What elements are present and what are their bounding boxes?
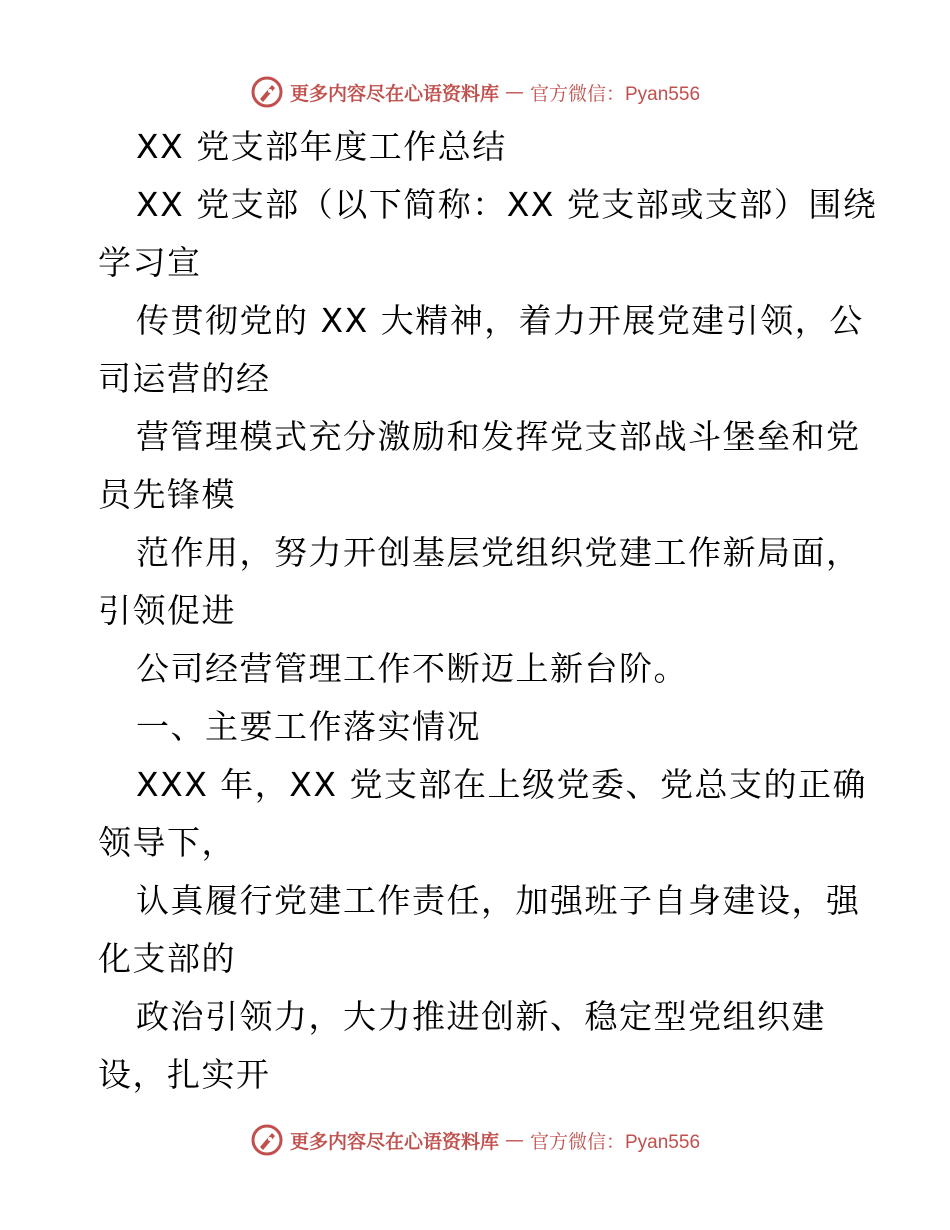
paragraph-line: 设，扎实开	[98, 1055, 271, 1094]
paragraph-line: 公司经营管理工作不断迈上新台阶。	[136, 649, 688, 688]
watermark-separator: —	[505, 81, 524, 103]
paragraph-line: 领导下，	[98, 823, 236, 862]
paragraph-line: 认真履行党建工作责任，加强班子自身建设，强	[136, 881, 861, 920]
paragraph-line: 引领促进	[98, 591, 236, 630]
document-title: XX 党支部年度工作总结	[136, 127, 507, 166]
paragraph-line: XX 党支部（以下简称：XX 党支部或支部）围绕	[136, 185, 878, 224]
watermark-separator: —	[505, 1129, 524, 1151]
pen-nib-logo-icon	[250, 75, 284, 109]
watermark-handle: 官方微信：Pyan556	[530, 83, 701, 105]
paragraph-line: 员先锋模	[98, 475, 236, 514]
paragraph-line: XXX 年，XX 党支部在上级党委、党总支的正确	[136, 765, 868, 804]
paragraph-line: 化支部的	[98, 939, 236, 978]
paragraph-line: 传贯彻党的 XX 大精神，着力开展党建引领，公	[136, 301, 864, 340]
paragraph-line: 学习宣	[98, 243, 202, 282]
watermark-text: 更多内容尽在心语资料库	[289, 1130, 499, 1153]
paragraph-line: 政治引领力，大力推进创新、稳定型党组织建	[136, 997, 826, 1036]
footer-watermark	[0, 1120, 950, 1160]
section-heading: 一、主要工作落实情况	[136, 707, 481, 746]
watermark-handle: 官方微信：Pyan556	[530, 1131, 701, 1153]
watermark-text: 更多内容尽在心语资料库	[289, 82, 499, 105]
header-watermark	[0, 72, 950, 112]
pen-nib-logo-icon	[250, 1123, 284, 1157]
paragraph-line: 司运营的经	[98, 359, 271, 398]
paragraph-line: 范作用，努力开创基层党组织党建工作新局面，	[136, 533, 861, 572]
paragraph-line: 营管理模式充分激励和发挥党支部战斗堡垒和党	[136, 417, 861, 456]
